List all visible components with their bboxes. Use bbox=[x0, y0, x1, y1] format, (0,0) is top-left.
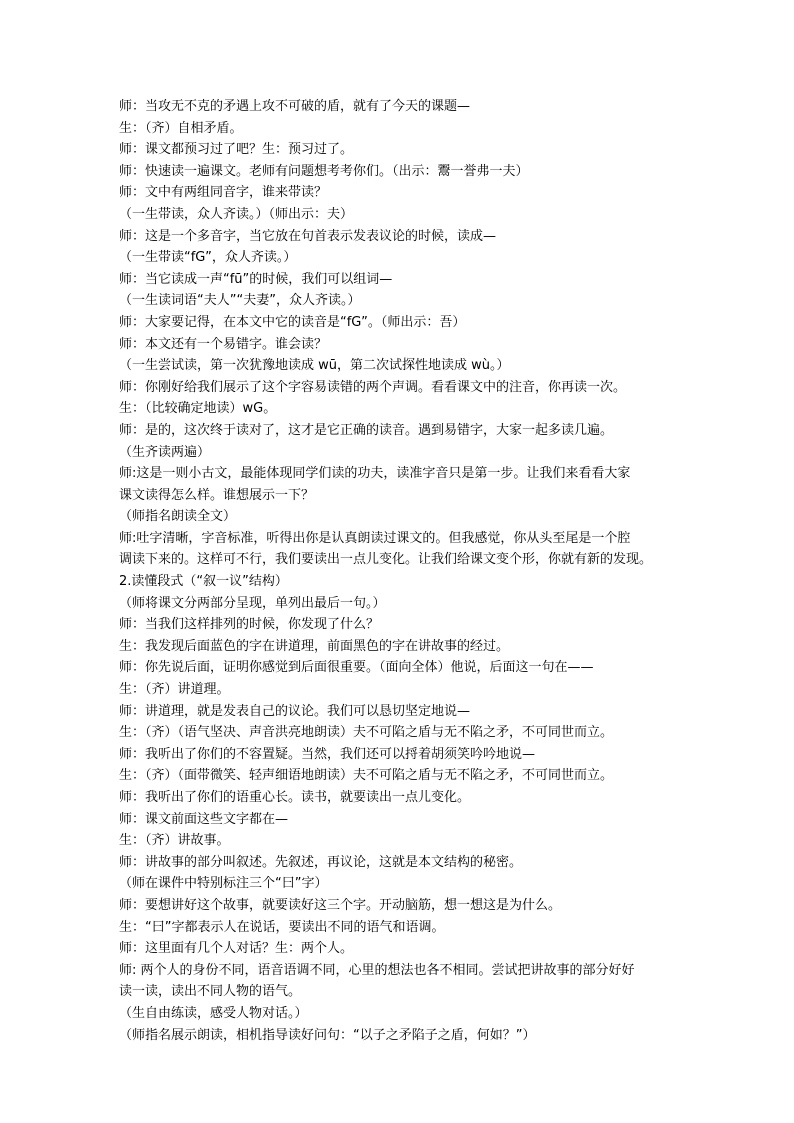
text-line: 生：（比较确定地读）wG。 bbox=[119, 401, 277, 417]
text-line: 调读下来的。这样可不行，我们要读出一点儿变化。让我们给课文变个形，你就有新的发现。 bbox=[119, 552, 653, 568]
text-line: 师:吐字清晰，字音标准，听得出你是认真朗读过课文的。但我感觉，你从头至尾是一个腔 bbox=[119, 530, 631, 546]
text-line: 师：我听出了你们的不容置疑。当然，我们还可以捋着胡须笑吟吟地说— bbox=[119, 746, 536, 762]
text-line: 师：讲故事的部分叫叙述。先叙述，再议论，这就是本文结构的秘密。 bbox=[119, 854, 523, 870]
text-line: 师：讲道理，就是发表自己的议论。我们可以恳切坚定地说— bbox=[119, 703, 471, 719]
text-line: 生：“曰”字都表示人在说话，要读出不同的语气和语调。 bbox=[119, 919, 445, 935]
text-line: （生自由练读，感受人物对话。） bbox=[119, 1005, 308, 1021]
text-line: （一生带读，众人齐读。）（师出示：夫） bbox=[119, 206, 354, 222]
lesson-transcript bbox=[119, 96, 689, 1046]
text-line: 师：要想讲好这个故事，就要读好这三个字。开动脑筋，想一想这是为什么。 bbox=[119, 897, 562, 913]
text-line: （师在课件中特别标注三个“曰”字） bbox=[119, 876, 328, 892]
text-line: 师：你刚好给我们展示了这个字容易读错的两个声调。看看课文中的注音，你再读一次。 bbox=[119, 379, 627, 395]
text-line: （师指名朗读全文） bbox=[119, 509, 237, 525]
text-line: 读一读，读出不同人物的语气。 bbox=[119, 984, 302, 1000]
section-heading: 2.读懂段式（“叙一议”结构） bbox=[119, 574, 288, 590]
text-line: 师：课文前面这些文字都在— bbox=[119, 811, 289, 827]
text-line: 师：你先说后面，证明你感觉到后面很重要。（面向全体）他说，后面这一句在—— bbox=[119, 660, 594, 676]
text-line: （一生读词语“夫人”“夫妻”，众人齐读。） bbox=[119, 293, 361, 309]
text-line: 师：我听出了你们的语重心长。读书，就要读出一点儿变化。 bbox=[119, 790, 471, 805]
text-line: 师：文中有两组同音字，谁来带读？ bbox=[119, 185, 328, 201]
text-line: 生：（齐）自相矛盾。 bbox=[119, 120, 243, 136]
text-line: 师：这里面有几个人对话？生：两个人。 bbox=[119, 941, 354, 957]
text-line: 师：是的，这次终于读对了，这才是它正确的读音。遇到易错字，大家一起多读几遍。 bbox=[119, 422, 614, 438]
text-line: 师：本文还有一个易错字。谁会读？ bbox=[119, 336, 328, 352]
text-line: 师：大家要记得，在本文中它的读音是“fG”。（师出示：吾） bbox=[119, 314, 466, 330]
text-line: （师将课文分两部分呈现，单列出最后一句。） bbox=[119, 595, 386, 611]
text-line: 师:这是一则小古文，最能体现同学们读的功夫，读准字音只是第一步。让我们来看看大家 bbox=[119, 466, 631, 482]
text-line: 师：当攻无不克的矛遇上攻不可破的盾，就有了今天的课题— bbox=[119, 99, 471, 114]
text-line: （一生尝试读，第一次犹豫地读成 wū，第二次试探性地读成 wù。） bbox=[119, 358, 510, 374]
text-line: 师：快速读一遍课文。老师有问题想考考你们。（出示：鬻一誉弗一夫） bbox=[119, 163, 529, 179]
text-line: 课文读得怎么样。谁想展示一下？ bbox=[119, 487, 315, 503]
text-line: （一生带读“fG”，众人齐读。） bbox=[119, 250, 297, 266]
text-line: 生：（齐）讲道理。 bbox=[119, 682, 230, 698]
text-line: 师：这是一个多音字，当它放在句首表示发表议论的时候，读成— bbox=[119, 228, 497, 244]
text-line: 师: 两个人的身份不同，语音语调不同，心里的想法也各不相同。尝试把讲故事的部分好好 bbox=[119, 962, 635, 978]
text-line: （师指名展示朗读，相机指导读好问句：“以子之矛陷子之盾，何如？”） bbox=[119, 1027, 536, 1043]
text-line: 师：课文都预习过了吧？生：预习过了。 bbox=[119, 142, 354, 158]
text-line: 生：我发现后面蓝色的字在讲道理，前面黑色的字在讲故事的经过。 bbox=[119, 638, 510, 654]
text-line: 生：（齐）（语气坚决、声音洪亮地朗读）夫不可陷之盾与无不陷之矛，不可同世而立。 bbox=[119, 725, 614, 741]
text-line: 生：（齐）（面带微笑、轻声细语地朗读）夫不可陷之盾与无不陷之矛，不可同世而立。 bbox=[119, 768, 614, 784]
text-line: 师：当它读成一声“fū”的时候，我们可以组词— bbox=[119, 271, 393, 287]
text-line: 师：当我们这样排列的时候，你发现了什么？ bbox=[119, 617, 380, 633]
text-line: （生齐读两遍） bbox=[119, 444, 211, 460]
text-line: 生：（齐）讲故事。 bbox=[119, 833, 230, 849]
